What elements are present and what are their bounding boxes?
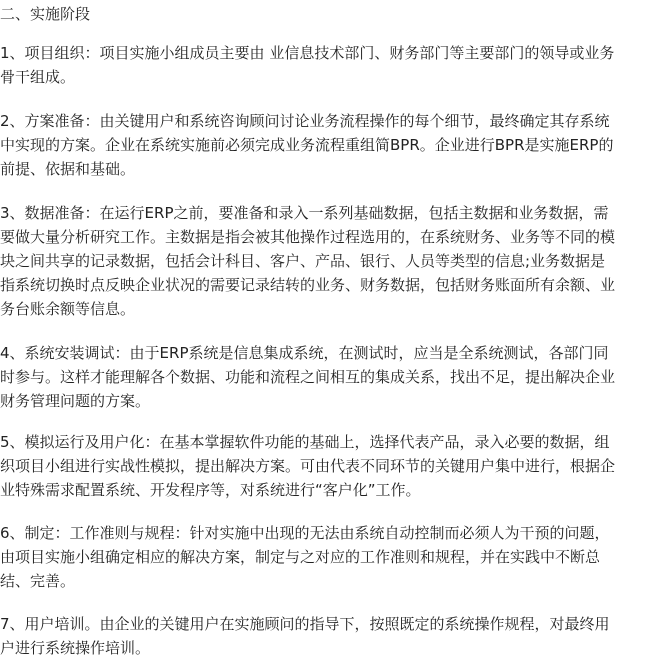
paragraph-line: 业特殊需求配置系统、开发程序等，对系统进行“客户化”工作。 xyxy=(0,481,421,499)
paragraph-line: 由项目实施小组确定相应的解决方案，制定与之对应的工作准则和规程，并在实践中不断总 xyxy=(0,548,601,566)
paragraph-data-preparation xyxy=(0,201,657,321)
paragraph-project-organization xyxy=(0,41,657,89)
paragraph-line: 要做大量分析研究工作。主数据是指会被其他操作过程选用的，在系统财务、业务等不同的模 xyxy=(0,228,616,246)
paragraph-work-rules xyxy=(0,521,657,593)
section-heading: 二、实施阶段 xyxy=(0,5,91,23)
paragraph-line: 财务管理问题的方案。 xyxy=(0,392,151,410)
paragraph-line: 务台账余额等信息。 xyxy=(0,300,136,318)
paragraph-line: 中实现的方案。企业在系统实施前必须完成业务流程重组简BPR。企业进行BPR是实施ERP的 xyxy=(0,136,614,154)
paragraph-line: 户进行系统操作培训。 xyxy=(0,639,151,657)
paragraph-line: 6、制定：工作准则与规程：针对实施中出现的无法由系统自动控制而必须人为干预的问题， xyxy=(0,524,610,542)
paragraph-line: 7、用户培训。由企业的关键用户在实施顾问的指导下，按照既定的系统操作规程，对最终用 xyxy=(0,615,610,633)
paragraph-line: 4、系统安装调试：由于ERP系统是信息集成系统，在测试时，应当是全系统测试，各部门同 xyxy=(0,344,609,362)
paragraph-line: 骨干组成。 xyxy=(0,68,76,86)
paragraph-line: 块之间共享的记录数据，包括会计科目、客户、产品、银行、人员等类型的信息;业务数据是 xyxy=(0,252,606,270)
paragraph-simulation-run xyxy=(0,430,657,502)
paragraph-line: 指系统切换时点反映企业状况的需要记录结转的业务、财务数据，包括财务账面所有余额、业 xyxy=(0,276,616,294)
paragraph-line: 前提、依据和基础。 xyxy=(0,160,136,178)
paragraph-line: 2、方案准备：由关键用户和系统咨询顾问讨论业务流程操作的每个细节，最终确定其存系统 xyxy=(0,112,610,130)
paragraph-plan-preparation xyxy=(0,109,657,181)
paragraph-user-training xyxy=(0,612,657,660)
paragraph-line: 结、完善。 xyxy=(0,572,76,590)
paragraph-line: 织项目小组进行实战性模拟，提出解决方案。可由代表不同环节的关键用户集中进行，根据企 xyxy=(0,457,616,475)
paragraph-line: 5、模拟运行及用户化：在基本掌握软件功能的基础上，选择代表产品，录入必要的数据，组 xyxy=(0,433,610,451)
paragraph-line: 1、项目组织：项目实施小组成员主要由 业信息技术部门、财务部门等主要部门的领导或业务 xyxy=(0,44,615,62)
paragraph-line: 时参与。这样才能理解各个数据、功能和流程之间相互的集成关系，找出不足，提出解决企业 xyxy=(0,368,616,386)
paragraph-system-installation xyxy=(0,341,657,413)
paragraph-line: 3、数据准备：在运行ERP之前，要准备和录入一系列基础数据，包括主数据和业务数据，需 xyxy=(0,204,609,222)
